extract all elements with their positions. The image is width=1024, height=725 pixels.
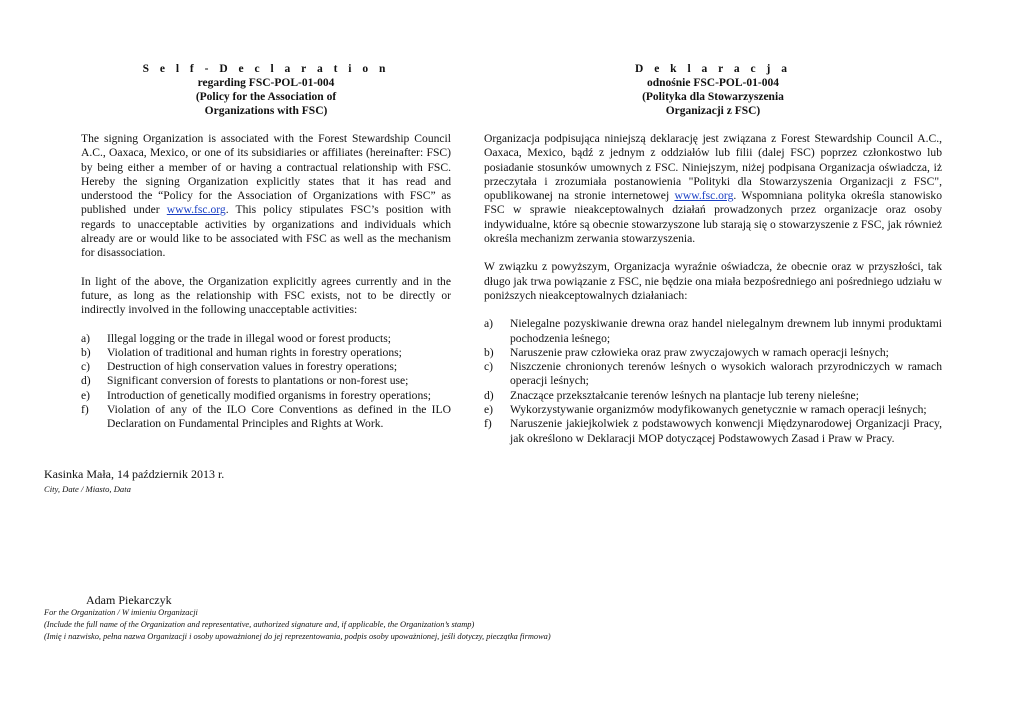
fsc-link[interactable]: www.fsc.org [674,189,734,203]
polish-paragraph-1 [484,132,942,246]
polish-title [484,62,942,118]
polish-paragraph-2: W związku z powyższym, Organizacja wyraźnie oświadcza, że obecnie oraz w przyszłości, tak długo jak trwa powiązanie z FSC, nie będzie ona miała bezpośredniego ani pośredniego udziału w poniższych nieakceptowalnych działaniach: [484,260,942,302]
list-item-text: Naruszenie praw człowieka oraz praw zwyczajowych w ramach operacji leśnych; [510,345,889,359]
list-marker: e) [484,403,494,417]
list-item [484,389,942,403]
list-item [484,317,942,346]
organization-caption [44,607,551,642]
polish-title-line: D e k l a r a c j a [635,63,791,75]
list-item-text: Violation of any of the ILO Core Conventions as defined in the ILO Declaration on Fundamental Principles and Rights at Work. [107,403,451,431]
english-title-line: (Policy for the Association of [195,91,337,103]
list-marker: b) [81,345,91,359]
list-item [81,346,451,360]
list-item-text: Destruction of high conservation values in forestry operations; [107,360,398,374]
list-item [81,332,451,346]
english-title [81,62,451,118]
list-item [484,346,942,360]
organization-caption-line: (Imię i nazwisko, pełna nazwa Organizacji i osoby upoważnionej do jej reprezentowania, podpis osoby upoważnionej, jeśli dotyczy, pieczątka firmowa) [44,631,551,641]
list-marker: a) [81,331,91,345]
list-item-text: Niszczenie chronionych terenów leśnych o wysokich walorach przyrodniczych w ramach operacji leśnych; [510,360,942,388]
list-item [484,360,942,389]
list-item-text: Wykorzystywanie organizmów modyfikowanych genetycznie w ramach operacji leśnych; [510,403,927,417]
list-marker: d) [81,374,91,388]
city-date: Kasinka Mała, 14 październik 2013 r. [44,467,225,481]
organization-caption-line: (Include the full name of the Organization and representative, authorized signature and, if applicable, the Organization’s stamp) [44,619,475,629]
english-paragraph-2: In light of the above, the Organization explicitly agrees currently and in the future, as long as the relationship with FSC exists, not to be directly or indirectly involved in the following unacceptable activities: [81,274,451,317]
list-item-text: Nielegalne pozyskiwanie drewna oraz handel nielegalnym drewnem lub innymi produktami pochodzenia leśnego; [510,317,942,345]
list-item-text: Introduction of genetically modified organisms in forestry operations; [107,388,432,402]
english-column [81,62,451,432]
english-activity-list [81,332,451,432]
list-item [81,389,451,403]
fsc-link[interactable]: www.fsc.org [166,203,226,217]
english-paragraph-1-text-a: The signing Organization is associated with the Forest Stewardship Council A.C., Oaxaca, Mexico, or one of its subsidiaries or affiliates (hereinafter: FSC) by being either a member of or having a contractual relationship with FSC. Hereby the signing Organization explicitly states that it has read and understood the “Policy for the Association of Organizations with FSC” as published under [81,132,451,217]
list-item-text: Illegal logging or the trade in illegal wood or forest products; [107,331,391,345]
list-marker: c) [484,360,494,374]
list-marker: b) [484,345,494,359]
polish-paragraph-1-text-a: Organizacja podpisująca niniejszą deklarację jest związana z Forest Stewardship Council A.C., Oaxaca, Mexico, bądź z jednym z oddziałów lub filii (dalej FSC) poprzez członkostwo lub posiadanie stosunków umownych z FSC. Niniejszym, niżej podpisana Organizacja oświadcza, iż przeczytała i zrozumiała postanowienia "Polityki dla Stowarzyszenia Organizacji z FSC", opublikowanej na stronie internetowej [484,132,942,203]
list-marker: a) [484,317,494,331]
english-paragraph-1-text-b: . This policy stipulates FSC’s position with regards to unacceptable activities by organizations and individuals which already are or would like to be associated with FSC as well as the mechanism for disassociation. [81,203,451,260]
list-item-text: Znaczące przekształcanie terenów leśnych na plantacje lub tereny nieleśne; [510,388,859,402]
list-item [484,417,942,446]
city-date-caption: City, Date / Miasto, Data [44,484,131,494]
list-item [484,403,942,417]
list-item [81,360,451,374]
list-item-text: Violation of traditional and human rights in forestry operations; [107,345,402,359]
signer-name: Adam Piekarczyk [86,593,172,607]
english-title-line: S e l f - D e c l a r a t i o n [142,63,390,75]
polish-paragraph-1-text-b: . Wspomniana polityka określa stanowisko FSC w sprawie nieakceptowalnych działań prowadzonych przez organizacje oraz osoby indywidualne, które są obecnie stowarzyszone lub starają się o stowarzyszenie z FSC, jak również określa mechanizm zerwania stowarzyszenia. [484,189,942,246]
polish-title-line: (Polityka dla Stowarzyszenia [642,91,784,103]
polish-column [484,62,942,446]
list-marker: d) [484,388,494,402]
list-marker: e) [81,388,91,402]
organization-caption-line: For the Organization / W imieniu Organizacji [44,608,198,617]
polish-activity-list [484,317,942,446]
list-marker: f) [484,417,492,431]
english-title-line: Organizations with FSC) [204,105,328,117]
polish-title-line: odnośnie FSC-POL-01-004 [647,77,779,89]
list-marker: c) [81,360,91,374]
list-item-text: Significant conversion of forests to plantations or non-forest use; [107,374,409,388]
list-item [81,403,451,432]
list-item-text: Naruszenie jakiejkolwiek z podstawowych konwencji Międzynarodowej Organizacji Pracy, jak określono w Deklaracji MOP dotyczącej Podstawowych Zasad i Praw w Pracy. [510,417,942,445]
english-paragraph-1 [81,132,451,261]
list-item [81,374,451,388]
polish-title-line: Organizacji z FSC) [665,105,761,117]
list-marker: f) [81,403,89,417]
english-title-line: regarding FSC-POL-01-004 [197,77,335,89]
